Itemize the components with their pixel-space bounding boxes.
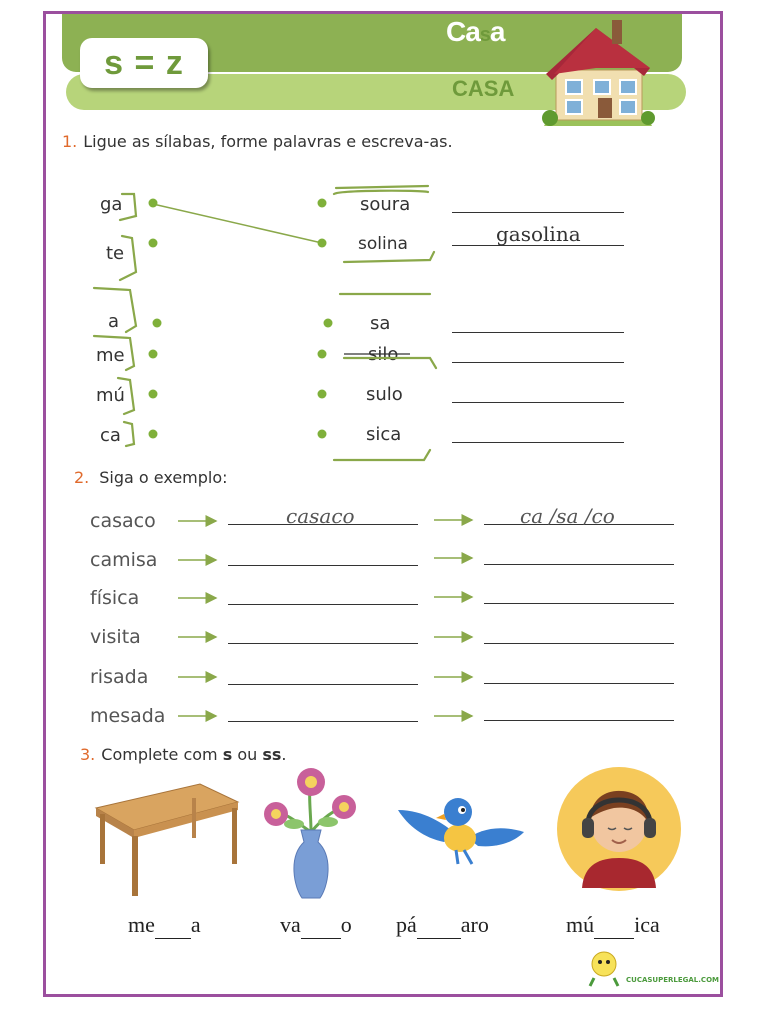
syllable-left: te — [106, 243, 125, 264]
exercise-2-word: casaco — [90, 510, 156, 532]
syllable-left: mú — [96, 385, 125, 406]
answer-line[interactable] — [484, 720, 674, 721]
syllable-right: sica — [366, 424, 402, 445]
answer-line[interactable] — [228, 565, 418, 566]
fill-word-3: pá aro — [396, 912, 489, 937]
fill-word-1: me a — [128, 912, 201, 937]
boy-with-headphones-picture — [552, 762, 686, 896]
example-answer-split: ca /sa /co — [520, 504, 615, 528]
answer-line[interactable] — [484, 683, 674, 684]
syllable-left: a — [108, 311, 120, 332]
exercise-2-word: risada — [90, 666, 149, 688]
fill-blank[interactable] — [301, 912, 341, 939]
syllable-right: soura — [360, 194, 411, 215]
header-word-casa: Casa — [446, 16, 505, 47]
exercise-2-word: visita — [90, 626, 141, 648]
exercise-1-instruction: 1. Ligue as sílabas, forme palavras e escreva-as. — [62, 132, 453, 151]
page-title: s = z — [80, 38, 208, 88]
exercise-2-word: camisa — [90, 549, 158, 571]
exercise-2-word: mesada — [90, 705, 166, 727]
fill-word-4: mú ica — [566, 912, 660, 937]
answer-line[interactable] — [484, 603, 674, 604]
written-answer: gasolina — [496, 222, 581, 246]
answer-line[interactable] — [228, 643, 418, 644]
answer-line[interactable] — [228, 721, 418, 722]
answer-line[interactable] — [228, 604, 418, 605]
logo-text: CUCASUPERLEGAL.COM — [626, 976, 719, 984]
exercise-2-word: física — [90, 587, 140, 609]
answer-line[interactable] — [484, 564, 674, 565]
answer-line[interactable] — [228, 684, 418, 685]
example-answer-word: casaco — [286, 504, 355, 528]
syllable-right: silo — [368, 344, 399, 365]
vase-with-flowers-picture — [256, 762, 366, 902]
fill-blank[interactable] — [417, 912, 461, 939]
fill-blank[interactable] — [594, 912, 634, 939]
exercise-2-instruction: 2. Siga o exemplo: — [74, 468, 228, 487]
syllable-left: ca — [100, 425, 121, 446]
syllable-left: me — [96, 345, 125, 366]
bird-picture — [394, 790, 528, 870]
fill-blank[interactable] — [155, 912, 191, 939]
table-picture — [92, 780, 242, 900]
syllable-right: solina — [358, 234, 408, 254]
syllable-left: ga — [100, 194, 123, 215]
header-word-casa-caps: CASA — [452, 76, 515, 101]
syllable-right: sulo — [366, 384, 403, 405]
exercise-3-instruction: 3. Complete com s ou ss. — [80, 745, 287, 764]
answer-line[interactable] — [484, 643, 674, 644]
syllable-right: sa — [370, 313, 391, 334]
fill-word-2: va o — [280, 912, 352, 937]
